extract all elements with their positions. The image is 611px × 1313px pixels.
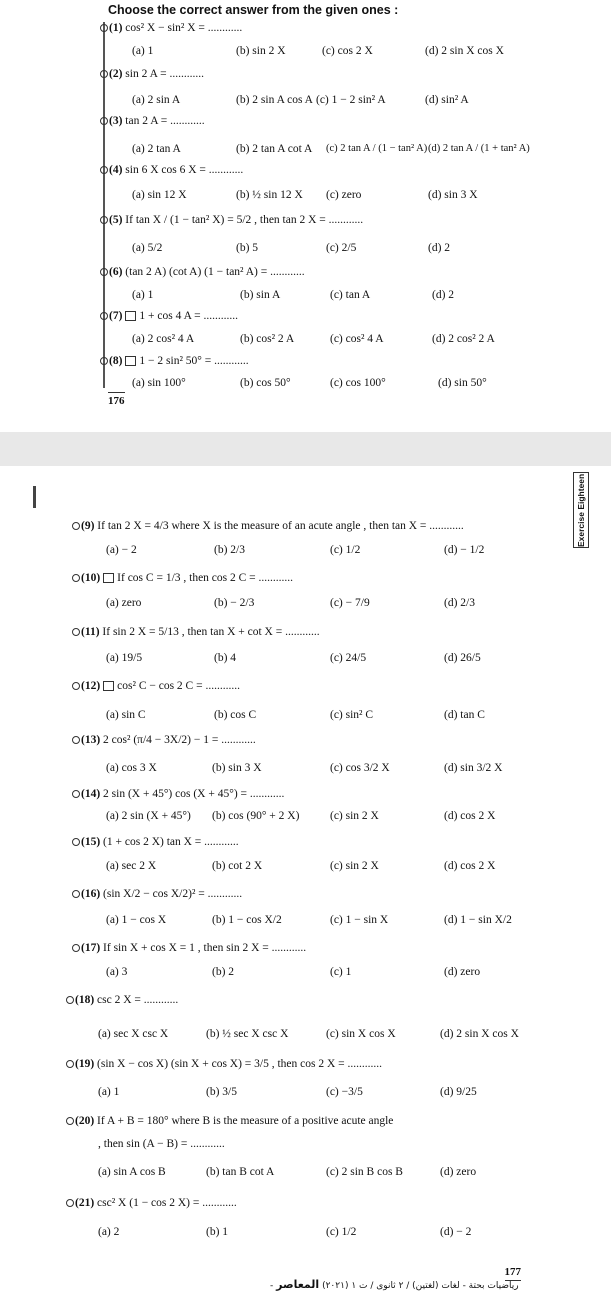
option-d[interactable]: (d) cos 2 X [444, 810, 496, 822]
option-d[interactable]: (d) zero [444, 966, 481, 978]
question-number: (1) [109, 22, 123, 34]
bullet-icon [72, 736, 80, 744]
option-b[interactable]: (b) cot 2 X [212, 860, 263, 872]
question-number: (13) [81, 734, 101, 746]
option-d[interactable]: (d) cos 2 X [444, 860, 496, 872]
option-c[interactable]: (c) sin 2 X [330, 810, 379, 822]
bullet-icon [72, 682, 80, 690]
option-d[interactable]: (d) 2 [428, 242, 451, 254]
question-10 [72, 572, 293, 584]
option-a[interactable]: (a) 19/5 [106, 652, 143, 664]
option-c[interactable]: (c) cos 2 X [322, 45, 373, 57]
option-d[interactable]: (d) 2 [432, 289, 455, 301]
question-20-continuation: , then sin (A − B) = ............ [98, 1138, 225, 1150]
margin-rule [33, 486, 36, 508]
question-number: (17) [81, 942, 101, 954]
question-text: cos² C − cos 2 C = ............ [117, 680, 240, 692]
question-12 [72, 680, 240, 692]
bullet-icon [72, 628, 80, 636]
option-d[interactable]: (d) 2/3 [444, 597, 475, 609]
option-b[interactable]: (b) 4 [214, 652, 237, 664]
page-177 [0, 466, 611, 1313]
option-c[interactable]: (c) − 7/9 [330, 597, 370, 609]
option-a[interactable]: (a) sin 100° [132, 377, 186, 389]
question-4 [100, 164, 243, 176]
option-a[interactable]: (a) sin A cos B [98, 1166, 166, 1178]
question-text: sin 6 X cos 6 X = ............ [125, 164, 244, 176]
option-b[interactable]: (b) cos C [214, 709, 257, 721]
option-c[interactable]: (c) cos 3/2 X [330, 762, 390, 774]
footer-brand: المعاصر [276, 1278, 320, 1291]
option-b[interactable]: (b) − 2/3 [214, 597, 255, 609]
question-8 [100, 355, 249, 367]
option-c[interactable]: (c) sin 2 X [330, 860, 379, 872]
option-a[interactable]: (a) sin C [106, 709, 146, 721]
bullet-icon [72, 790, 80, 798]
option-d[interactable]: (d) 1 − sin X/2 [444, 914, 512, 926]
bullet-icon [72, 522, 80, 530]
question-text: (tan 2 A) (cot A) (1 − tan² A) = ............ [125, 266, 305, 278]
option-a[interactable]: (a) sec 2 X [106, 860, 157, 872]
option-d[interactable]: (d) sin 3/2 X [444, 762, 503, 774]
bullet-icon [66, 1117, 74, 1125]
option-b[interactable]: (b) 2 tan A cot A [236, 143, 313, 155]
book-icon [125, 311, 136, 321]
option-c[interactable]: (c) zero [326, 189, 362, 201]
question-text: 1 + cos 4 A = ............ [139, 310, 239, 322]
question-number: (12) [81, 680, 101, 692]
book-icon [103, 681, 114, 691]
option-a[interactable]: (a) cos 3 X [106, 762, 157, 774]
question-number: (6) [109, 266, 123, 278]
question-1 [100, 22, 242, 34]
bullet-icon [66, 1060, 74, 1068]
question-19 [66, 1058, 382, 1070]
question-2 [100, 68, 204, 80]
question-text: If tan X / (1 − tan² X) = 5/2 , then tan 2 X = ............ [125, 214, 364, 226]
option-b[interactable]: (b) sin 2 X [236, 45, 286, 57]
option-c[interactable]: (c) 2 tan A / (1 − tan² A) [326, 143, 428, 154]
option-a[interactable]: (a) 2 [98, 1226, 120, 1238]
question-text: 2 sin (X + 45°) cos (X + 45°) = ............ [103, 788, 285, 800]
option-b[interactable]: (b) 1 [206, 1226, 229, 1238]
question-number: (9) [81, 520, 95, 532]
option-a[interactable]: (a) 1 − cos X [106, 914, 167, 926]
option-c[interactable]: (c) 24/5 [330, 652, 367, 664]
bullet-icon [66, 996, 74, 1004]
question-number: (7) [109, 310, 123, 322]
question-15 [72, 836, 239, 848]
question-number: (16) [81, 888, 101, 900]
option-a[interactable]: (a) 2 tan A [132, 143, 181, 155]
option-d[interactable]: (d) − 1/2 [444, 544, 485, 556]
option-c[interactable]: (c) −3/5 [326, 1086, 363, 1098]
option-b[interactable]: (b) sin 3 X [212, 762, 262, 774]
option-a[interactable]: (a) 2 cos² 4 A [132, 333, 195, 345]
question-text: If sin X + cos X = 1 , then sin 2 X = ............ [103, 942, 307, 954]
question-text: If cos C = 1/3 , then cos 2 C = ............ [117, 572, 294, 584]
bullet-icon [100, 357, 108, 365]
page-number: 176 [108, 392, 125, 407]
question-number: (8) [109, 355, 123, 367]
question-text: csc 2 X = ............ [97, 994, 179, 1006]
question-text: sin 2 A = ............ [125, 68, 204, 80]
exercise-side-tab: Exercise Eighteen [573, 472, 589, 548]
option-b[interactable]: (b) ½ sin 12 X [236, 189, 303, 201]
option-d[interactable]: (d) 9/25 [440, 1086, 477, 1098]
option-c[interactable]: (c) 1/2 [326, 1226, 357, 1238]
page-separator [0, 432, 611, 466]
book-icon [103, 573, 114, 583]
question-7 [100, 310, 238, 322]
option-a[interactable]: (a) sin 12 X [132, 189, 187, 201]
bullet-icon [72, 944, 80, 952]
option-a[interactable]: (a) 1 [132, 45, 154, 57]
option-a[interactable]: (a) 1 [132, 289, 154, 301]
question-20 [66, 1115, 393, 1127]
question-3 [100, 115, 205, 127]
question-11 [72, 626, 320, 638]
question-text: (1 + cos 2 X) tan X = ............ [103, 836, 239, 848]
question-number: (3) [109, 115, 123, 127]
instructions-heading: Choose the correct answer from the given ones : [108, 3, 399, 17]
question-number: (15) [81, 836, 101, 848]
option-a[interactable]: (a) 1 [98, 1086, 120, 1098]
option-b[interactable]: (b) 2 [212, 966, 235, 978]
option-b[interactable]: (b) cos² 2 A [240, 333, 295, 345]
option-a[interactable]: (a) sec X csc X [98, 1028, 169, 1040]
question-text: 1 − 2 sin² 50° = ............ [139, 355, 249, 367]
option-b[interactable]: (b) ½ sec X csc X [206, 1028, 289, 1040]
option-c[interactable]: (c) sin² C [330, 709, 374, 721]
option-c[interactable]: (c) cos² 4 A [330, 333, 384, 345]
option-d[interactable]: (d) 2 cos² 2 A [432, 333, 495, 345]
option-b[interactable]: (b) tan B cot A [206, 1166, 275, 1178]
bullet-icon [100, 166, 108, 174]
question-9 [72, 520, 464, 532]
option-d[interactable]: (d) 2 sin X cos X [425, 45, 504, 57]
footer [270, 1278, 519, 1291]
option-a[interactable]: (a) − 2 [106, 544, 137, 556]
page-176 [0, 0, 611, 432]
bullet-icon [100, 216, 108, 224]
question-number: (5) [109, 214, 123, 226]
option-c[interactable]: (c) sin X cos X [326, 1028, 396, 1040]
question-text: 2 cos² (π/4 − 3X/2) − 1 = ............ [103, 734, 256, 746]
question-number: (14) [81, 788, 101, 800]
question-number: (21) [75, 1197, 95, 1209]
question-17 [72, 942, 306, 954]
question-5 [100, 214, 363, 226]
option-d[interactable]: (d) tan C [444, 709, 485, 721]
question-6 [100, 266, 305, 278]
option-a[interactable]: (a) 2 sin (X + 45°) [106, 810, 191, 822]
option-b[interactable]: (b) 3/5 [206, 1086, 237, 1098]
bullet-icon [66, 1199, 74, 1207]
option-b[interactable]: (b) cos (90° + 2 X) [212, 810, 300, 822]
question-text: If sin 2 X = 5/13 , then tan X + cot X = ............ [102, 626, 320, 638]
option-b[interactable]: (b) cos 50° [240, 377, 291, 389]
option-b[interactable]: (b) 2 sin A cos A [236, 94, 313, 106]
question-number: (11) [81, 626, 100, 638]
bullet-icon [100, 268, 108, 276]
question-number: (2) [109, 68, 123, 80]
option-c[interactable]: (c) 1 − 2 sin² A [316, 94, 386, 106]
option-d[interactable]: (d) zero [440, 1166, 477, 1178]
bullet-icon [100, 117, 108, 125]
question-text: csc² X (1 − cos 2 X) = ............ [97, 1197, 237, 1209]
question-text: (sin X/2 − cos X/2)² = ............ [103, 888, 243, 900]
option-b[interactable]: (b) 5 [236, 242, 259, 254]
option-c[interactable]: (c) 1 [330, 966, 352, 978]
bullet-icon [100, 70, 108, 78]
bullet-icon [72, 890, 80, 898]
option-d[interactable]: (d) 26/5 [444, 652, 481, 664]
option-a[interactable]: (a) zero [106, 597, 142, 609]
bullet-icon [72, 574, 80, 582]
option-c[interactable]: (c) tan A [330, 289, 371, 301]
option-a[interactable]: (a) 5/2 [132, 242, 163, 254]
question-number: (18) [75, 994, 95, 1006]
option-a[interactable]: (a) 3 [106, 966, 128, 978]
question-18 [66, 994, 178, 1006]
option-c[interactable]: (c) 2 sin B cos B [326, 1166, 403, 1178]
option-b[interactable]: (b) sin A [240, 289, 281, 301]
option-b[interactable]: (b) 2/3 [214, 544, 245, 556]
page-number: 177 [505, 1266, 522, 1281]
option-d[interactable]: (d) − 2 [440, 1226, 472, 1238]
bullet-icon [72, 838, 80, 846]
option-d[interactable]: (d) sin² A [425, 94, 469, 106]
question-14 [72, 788, 284, 800]
question-number: (10) [81, 572, 101, 584]
question-text: tan 2 A = ............ [125, 115, 205, 127]
question-number: (19) [75, 1058, 95, 1070]
question-16 [72, 888, 242, 900]
option-c[interactable]: (c) 1/2 [330, 544, 361, 556]
question-number: (20) [75, 1115, 95, 1127]
question-number: (4) [109, 164, 123, 176]
book-icon [125, 356, 136, 366]
footer-text: - رياضيات بحتة - لغات (لغتين) / ٢ ثانوى / ت ١ (٢٠٢١) [270, 1281, 519, 1291]
question-text: cos² X − sin² X = ............ [125, 22, 243, 34]
option-d[interactable]: (d) 2 tan A / (1 + tan² A) [428, 143, 530, 154]
option-b[interactable]: (b) 1 − cos X/2 [212, 914, 282, 926]
bullet-icon [100, 312, 108, 320]
question-13 [72, 734, 256, 746]
option-d[interactable]: (d) sin 3 X [428, 189, 478, 201]
option-c[interactable]: (c) cos 100° [330, 377, 386, 389]
question-text: If A + B = 180° where B is the measure of a positive acute angle [97, 1115, 394, 1127]
question-text: If tan 2 X = 4/3 where X is the measure of an acute angle , then tan X = ............ [97, 520, 464, 532]
option-d[interactable]: (d) 2 sin X cos X [440, 1028, 519, 1040]
option-c[interactable]: (c) 1 − sin X [330, 914, 389, 926]
bullet-icon [100, 24, 108, 32]
question-21 [66, 1197, 237, 1209]
option-c[interactable]: (c) 2/5 [326, 242, 357, 254]
question-text: (sin X − cos X) (sin X + cos X) = 3/5 , then cos 2 X = ............ [97, 1058, 383, 1070]
option-a[interactable]: (a) 2 sin A [132, 94, 181, 106]
option-d[interactable]: (d) sin 50° [438, 377, 487, 389]
